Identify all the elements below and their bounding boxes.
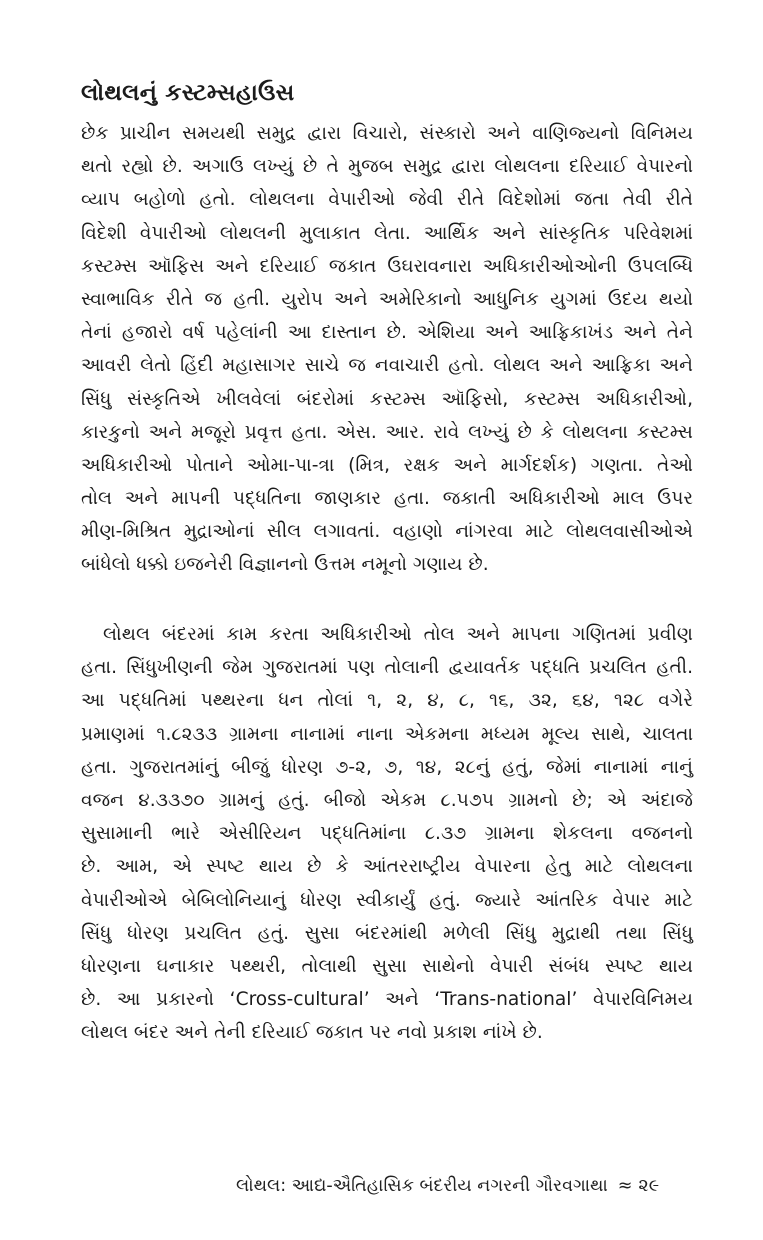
text-line: છેક પ્રાચીન સમયથી સમુદ્ર દ્વારા વિચારો, સંસ્કારો અને વાણિજ્યનો વિનિમય [81,123,693,144]
text-line: સિંધુ ધોરણ પ્રચલિત હતું. સુસા બંદરમાંથી મળેલી સિંધુ મુદ્રાથી તથા સિંધુ [81,922,693,944]
text-line: વ્યાપ બહોળો હતો. લોથલના વેપારીઓ જેવી રીતે વિદેશોમાં જતા તેવી રીતે [81,189,693,211]
text-line: છે. આમ, એ સ્પષ્ટ થાય છે કે આંતરરાષ્ટ્રીય વેપારના હેતુ માટે લોથલના [81,856,693,878]
section-heading: લોથલનું કસ્ટમ્સહાઉસ [81,80,295,106]
book-title: લોથલ: આદ્ય-ઐતિહાસિક બંદરીય નગરની ગૌરવગાથા [236,1176,608,1196]
text-line: તોલ અને માપની પદ્ધતિના જાણકાર હતા. જકાતી અધિકારીઓ માલ ઉપર [81,488,693,510]
text-line: ધોરણના ઘનાકાર પથ્થરી, તોલાથી સુસા સાથેનો વેપારી સંબંધ સ્પષ્ટ થાય [81,955,693,977]
text-line: કારકુનો અને મજૂરો પ્રવૃત્ત હતા. એસ. આર. રાવે લખ્યું છે કે લોથલના કસ્ટમ્સ [81,421,693,443]
text-line: હતા. ગુજરાતમાંનું બીજું ધોરણ ૭-૨, ૭, ૧૪, ૨૮નું હતું, જેમાં નાનામાં નાનું [81,756,693,778]
text-line: લોથલ બંદરમાં કામ કરતા અધિકારીઓ તોલ અને માપના ગણિતમાં પ્રવીણ [103,624,693,645]
text-line: સુસામાની ભારે એસીરિયન પદ્ધતિમાંના ૮.૩૭ ગ્રામના શેકલના વજનનો [81,823,693,845]
text-line: પ્રમાણમાં ૧.૮૨૩૩ ગ્રામના નાનામાં નાના એકમના મધ્યમ મૂલ્ય સાથે, ચાલતા [81,723,693,745]
text-line: લોથલ બંદર અને તેની દરિયાઈ જકાત પર નવો પ્રકાશ નાંખે છે. [81,1022,543,1044]
page-number: ૨૯ [638,1176,660,1196]
text-line: આ પદ્ધતિમાં પથ્થરના ધન તોલાં ૧, ૨, ૪, ૮, ૧૬, ૩૨, ૬૪, ૧૨૮ વગેરે [81,690,693,712]
text-line: મીણ-મિશ્રિત મુદ્રાઓનાં સીલ લગાવતાં. વહાણો નાંગરવા માટે લોથલવાસીઓએ [81,521,693,543]
text-line: કસ્ટમ્સ ઑફિસ અને દરિયાઈ જકાત ઉઘરાવનારા અધિકારીઓઓની ઉપલબ્ધિ [81,255,693,277]
text-line: થતો રહ્યો છે. અગાઉ લખ્યું છે તે મુજબ સમુદ્ર દ્વારા લોથલના દરિયાઈ વેપારનો [81,156,693,178]
text-line: આવરી લેતો હિંદી મહાસાગર સાચે જ નવાચારી હતો. લોથલ અને આફ્રિકા અને [81,355,693,377]
text-line: હતા. સિંધુખીણની જેમ ગુજરાતમાં પણ તોલાની દ્વયાવર્તક પદ્ધતિ પ્રચલિત હતી. [81,657,693,679]
text-line: સ્વાભાવિક રીતે જ હતી. યુરોપ અને અમેરિકાનો આધુનિક યુગમાં ઉદય થયો [81,288,693,310]
text-line: તેનાં હજારો વર્ષ પહેલાંની આ દાસ્તાન છે. એશિયા અને આફ્રિકાખંડ અને તેને [81,322,693,344]
text-line: વિદેશી વેપારીઓ લોથલની મુલાકાત લેતા. આર્થિક અને સાંસ્કૃતિક પરિવેશમાં [81,222,693,244]
paragraph-1 [81,117,693,582]
text-line: વેપારીઓએ બેબિલોનિયાનું ધોરણ સ્વીકાર્યું હતું. જ્યારે આંતરિક વેપાર માટે [81,889,693,911]
text-line: અધિકારીઓ પોતાને ઓમા-પા-ત્રા (મિત્ર, રક્ષક અને માર્ગદર્શક) ગણતા. તેઓ [81,454,693,476]
running-footer [236,1176,659,1196]
footer-separator: ≈ [617,1176,633,1196]
text-line: બાંધેલો ધક્કો ઇજનેરી વિજ્ઞાનનો ઉત્તમ નમૂનો ગણાય છે. [81,554,489,576]
text-line: સિંધુ સંસ્કૃતિએ ખીલવેલાં બંદરોમાં કસ્ટમ્સ ઑફિસો, કસ્ટમ્સ અધિકારીઓ, [81,388,693,410]
text-line: વજન ૪.૩૩૭૦ ગ્રામનું હતું. બીજો એકમ ૮.૫૭૫ ગ્રામનો છે; એ અંદાજે [81,789,693,811]
paragraph-2 [81,618,693,1049]
text-line: છે. આ પ્રકારનો ‘Cross-cultural’ અને ‘Trans-national’ વેપારવિનિમય [81,989,693,1011]
